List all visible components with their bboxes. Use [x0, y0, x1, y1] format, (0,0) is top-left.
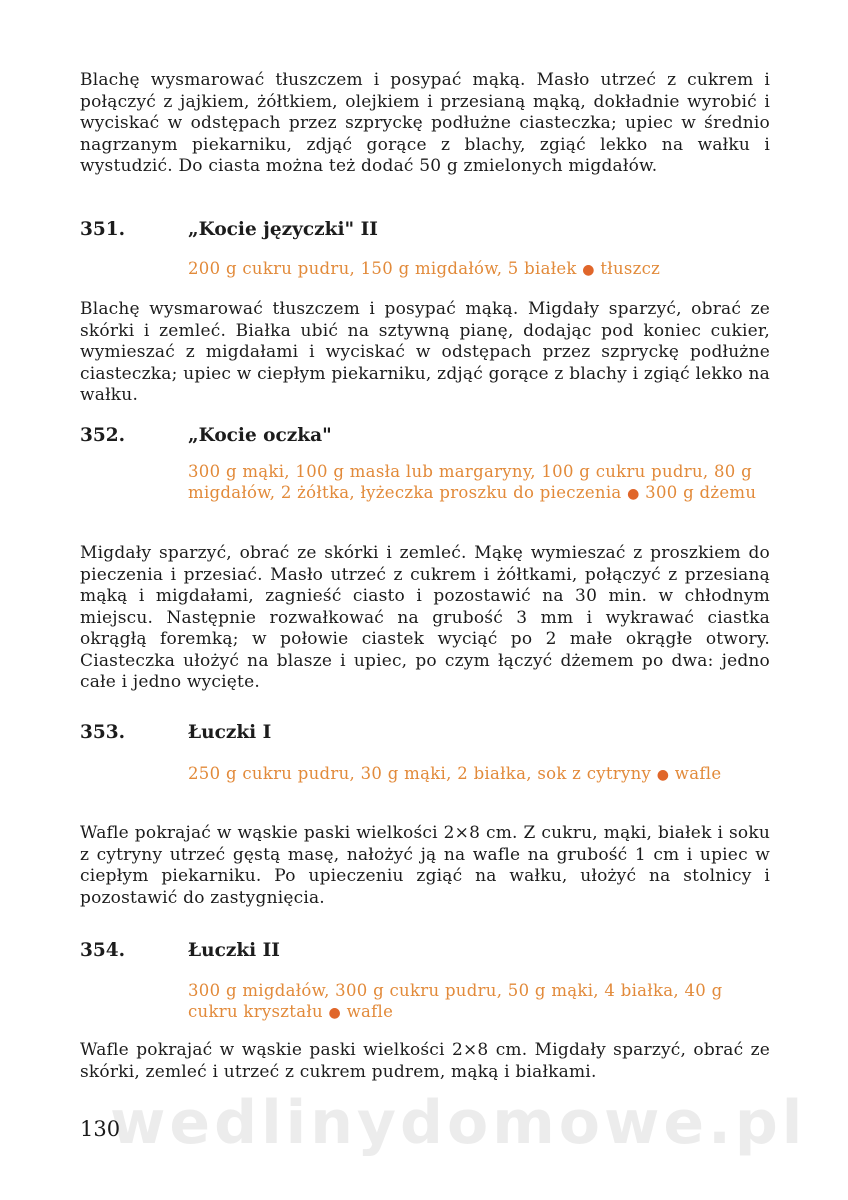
recipe-351-method: Blachę wysmarować tłuszczem i posypać mąką. Migdały sparzyć, obrać ze skórki i zemleć. Białka ubić na sztywną pianę, dodając pod koniec cukier, wymieszać z migdałami i wyciskać w odstępach przez szpryckę podłużne ciasteczka; upiec w ciepłym piekarniku, zdjąć gorące z blachy i zgiąć lekko na wałku. [80, 299, 770, 405]
recipe-title: „Kocie oczka" [188, 425, 332, 446]
bullet-icon: ● [582, 262, 595, 278]
recipe-354-method: Wafle pokrajać w wąskie paski wielkości 2×8 cm. Migdały sparzyć, obrać ze skórki, zemleć i utrzeć z cukrem pudrem, mąką i białkami. [80, 1040, 770, 1082]
recipe-title: Łuczki I [188, 722, 272, 743]
bullet-icon: ● [627, 486, 640, 502]
ingredients-text: 250 g cukru pudru, 30 g mąki, 2 białka, sok z cytryny [188, 764, 652, 783]
ingredients-extra: tłuszcz [600, 259, 661, 278]
bullet-icon: ● [328, 1005, 342, 1021]
recipe-number: 354. [80, 940, 126, 961]
recipe-353-ingredients [188, 763, 773, 786]
bullet-icon: ● [656, 767, 670, 783]
recipe-title: Łuczki II [188, 940, 280, 961]
recipe-number: 352. [80, 425, 126, 446]
recipe-352-ingredients [188, 461, 773, 505]
intro-paragraph: Blachę wysmarować tłuszczem i posypać mąką. Masło utrzeć z cukrem i połączyć z jajkiem, żółtkiem, olejkiem i przesianą mąką, dokładnie wyrobić i wyciskać w odstępach przez szpryckę podłużne ciasteczka; upiec w średnio nagrzanym piekarniku, zdjąć gorące z blachy, zgiąć lekko na wałku i wystudzić. Do ciasta można też dodać 50 g zmielonych migdałów. [80, 70, 770, 176]
recipe-352-method: Migdały sparzyć, obrać ze skórki i zemleć. Mąkę wymieszać z proszkiem do pieczenia i przesiać. Masło utrzeć z cukrem i żółtkami, połączyć z przesianą mąką i migdałami, zagnieść ciasto i pozostawić na 30 min. w chłodnym miejscu. Następnie rozwałkować na grubość 3 mm i wykrawać ciastka okrągłą foremką; w połowie ciastek wyciąć po 2 małe okrągłe otwory. Ciasteczka ułożyć na blasze i upiec, po czym łączyć dżemem po dwa: jedno całe i jedno wycięte. [80, 543, 770, 692]
recipe-351-ingredients [188, 258, 773, 281]
ingredients-extra: wafle [674, 764, 722, 783]
ingredients-text: 200 g cukru pudru, 150 g migdałów, 5 białek [188, 259, 577, 278]
recipe-353-method: Wafle pokrajać w wąskie paski wielkości 2×8 cm. Z cukru, mąki, białek i soku z cytryny utrzeć gęstą masę, nałożyć ją na wafle na grubość 1 cm i upiec w ciepłym piekarniku. Po upieczeniu zgiąć na wałku, ułożyć na stolnicy i pozostawić do zastygnięcia. [80, 823, 770, 908]
ingredients-extra: 300 g dżemu [645, 483, 757, 502]
ingredients-text: 300 g migdałów, 300 g cukru pudru, 50 g mąki, 4 białka, 40 g cukru kryształu [188, 981, 723, 1021]
page-number: 130 [80, 1117, 121, 1141]
recipe-title: „Kocie języczki" II [188, 219, 378, 240]
recipe-number: 351. [80, 219, 126, 240]
recipe-number: 353. [80, 722, 126, 743]
recipe-354-ingredients [188, 980, 773, 1024]
ingredients-extra: wafle [346, 1002, 394, 1021]
watermark: wedlinydomowe.pl [110, 1088, 807, 1158]
ingredients-text: 300 g mąki, 100 g masła lub margaryny, 100 g cukru pudru, 80 g migdałów, 2 żółtka, łyżeczka proszku do pieczenia [188, 462, 752, 502]
